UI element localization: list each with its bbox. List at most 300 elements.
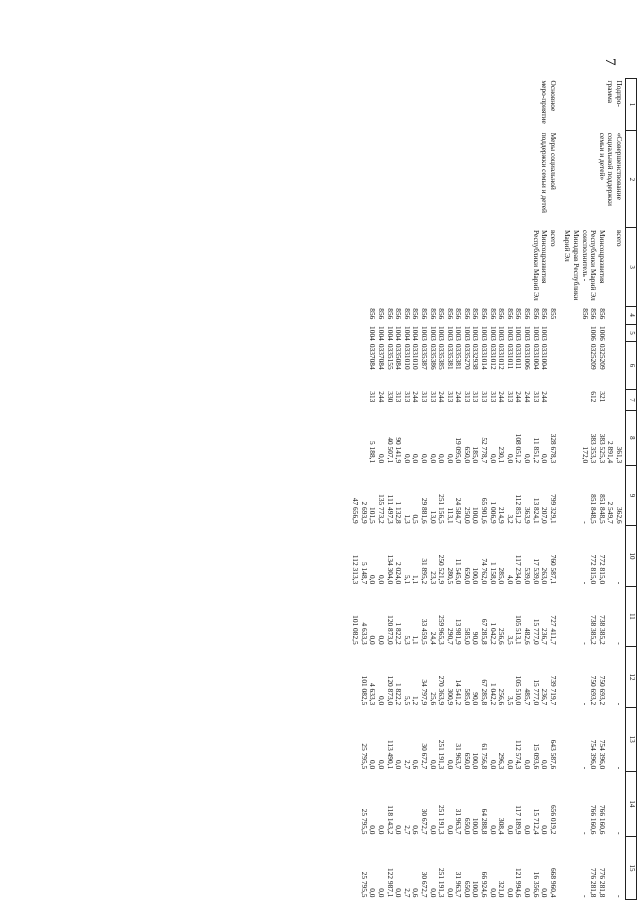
amount-cell: 214,9 [497,507,507,524]
amount-cell: 263,0 [540,567,550,585]
amount-cell: 13,0 [428,510,438,524]
amount-cell: 122 987,1 [385,867,395,898]
amount-cell: 1 042,2 [488,683,498,706]
grbs-code: 856 [471,308,481,320]
grbs-code: 856 [454,308,464,320]
amount-cell: 296,3 [497,752,507,770]
amount-cell: 270 363,9 [437,675,447,706]
amount-cell: 108 051,2 [514,433,524,464]
amount-cell: 0,0 [523,760,533,770]
amount-cell: 74 762,0 [480,558,490,585]
event-col8 [351,411,559,466]
grbs-code: 856 [480,308,490,320]
rz-code: 1004 [402,326,412,341]
amount-cell: 19 095,0 [454,437,464,464]
vr-code: 244 [514,391,524,403]
vr-code: 244 [437,391,447,403]
amount-cell: 0,0 [376,825,386,835]
amount-cell: 3,5 [505,695,515,706]
event-csr [351,342,559,389]
amount-cell: 656 019,2 [548,804,558,835]
amount-cell: 0,0 [505,825,515,835]
amount-cell: 300,9 [445,688,455,706]
program-col13 [563,707,626,771]
amount-cell: 0,0 [437,453,447,464]
amount-cell: 65 901,6 [480,497,490,524]
grbs-code: 856 [580,308,590,320]
grbs-code [614,308,623,322]
amount-cell: 750 693,2 [589,675,599,706]
amount-cell: 111 497,3 [385,494,395,524]
amount-cell: 5 188,1 [368,441,378,464]
event-col11 [351,586,559,647]
amount-cell: - [615,581,624,585]
csr-code: 0331012 [488,343,498,370]
header-cell-14: 14 [626,771,637,836]
grbs-code: 856 [462,308,472,320]
amount-cell: 90,0 [471,692,481,706]
csr-code: 0335084 [394,343,404,370]
csr-code: 0337084 [376,343,386,370]
rz-code [606,326,615,340]
rz-code: 1003 [454,326,464,341]
amount-cell: 754 396,0 [589,739,599,770]
vr-code: 321 [597,391,607,403]
event-col9 [351,465,559,526]
vr-code: 244 [376,391,386,403]
amount-cell: 766 160,6 [597,804,607,835]
program-executor-name: соисполнитель - Минздрав Республики Марий Эл [563,229,590,301]
vr-code: 313 [471,391,481,403]
amount-cell: - [580,832,590,835]
amount-cell: 363,9 [523,507,533,524]
amount-cell: 2 024,0 [394,562,404,585]
event-col14 [351,771,559,836]
rz-code: 1003 [462,326,472,341]
vr-code: 313 [480,391,490,403]
amount-cell: 485,7 [523,688,533,706]
amount-cell: 539,0 [523,567,533,585]
amount-cell: 34 797,9 [419,679,429,706]
amount-cell: 13 824,1 [531,497,541,524]
vr-code [580,391,589,408]
amount-cell: 5,1 [402,574,412,585]
rz-code: 1004 [385,326,395,341]
amount-cell: 0,0 [402,453,412,464]
program-executor-name: Минсоцразвития Республики Марий Эл [589,229,607,301]
vr-code: 313 [505,391,515,403]
amount-cell: 251 191,3 [437,739,447,770]
amount-cell: 776 281,8 [589,867,599,898]
grbs-code: 856 [597,308,607,320]
grbs-code: 856 [497,308,507,320]
amount-cell: 2,7 [402,760,412,770]
csr-code: 0331006 [523,343,533,370]
program-col8 [563,411,626,466]
amount-cell: - [580,702,590,706]
amount-cell: 0,0 [505,760,515,770]
amount-cell: 285,0 [497,567,507,585]
amount-cell: 24,4 [428,631,438,645]
amount-cell: 321,0 [497,880,507,898]
amount-cell: 230,1 [497,446,507,464]
event-executor-name: Минсоцразвития Республики Марий Эл [531,229,550,301]
amount-cell: - [615,895,624,898]
vr-code: 244 [523,391,533,403]
amount-cell: 25 795,5 [359,871,369,898]
amount-cell [606,773,615,834]
amount-cell: - [615,766,624,770]
csr-code [614,344,623,387]
amount-cell: 134 304,0 [385,554,395,585]
grbs-code: 856 [514,308,524,320]
amount-cell: 0,0 [488,825,498,835]
amount-cell: 172,0 [580,446,590,464]
grbs-code: 856 [540,308,550,320]
amount-cell: 739 719,7 [548,675,558,706]
vr-code: 612 [589,391,599,403]
amount-cell: 754 396,0 [597,739,607,770]
grbs-code: 855 [548,308,558,320]
event-col10 [351,526,559,587]
amount-cell: - [615,642,624,645]
header-cell-2: 2 [626,131,637,228]
amount-cell: 90 141,9 [394,437,404,464]
vr-code: 313 [488,391,498,403]
amount-cell: 0,0 [428,888,438,898]
amount-cell: 585,0 [462,628,472,645]
grbs-code: 856 [488,308,498,320]
amount-cell: 0,0 [376,574,386,585]
csr-code: 0325209 [589,343,599,370]
amount-cell: 308,4 [497,817,507,835]
amount-cell: 650,0 [462,752,472,770]
amount-cell: 112 313,3 [351,554,361,585]
amount-cell: 1 132,8 [394,501,404,524]
amount-cell: 383 353,3 [589,433,599,464]
amount-cell: 15 712,4 [531,808,541,835]
amount-cell [606,839,615,898]
amount-cell: - [580,581,590,585]
program-executors [563,228,626,306]
program-rz [563,324,626,342]
program-grbs [563,306,626,324]
amount-cell: 0,0 [540,888,550,898]
grbs-code: 856 [589,308,599,320]
amount-cell: 11 545,0 [454,558,464,585]
program-col15 [563,837,626,900]
program-label: Подпро-грамма [606,80,624,107]
amount-cell: 0,0 [540,825,550,835]
vr-code [548,391,557,408]
event-executor-name: всего [548,229,558,247]
amount-cell: 0,5 [411,514,421,524]
amount-cell: 1,1 [411,574,421,585]
grbs-code: 856 [402,308,412,320]
amount-cell: 0,0 [540,760,550,770]
header-cell-4: 4 [626,306,637,324]
vr-code [606,391,615,408]
grbs-code: 856 [368,308,378,320]
amount-cell: 23,3 [428,571,438,585]
program-row [563,79,626,900]
vr-code: 244 [454,391,464,403]
amount-cell: 727 411,7 [548,615,558,645]
amount-cell: 31 963,7 [454,808,464,835]
amount-cell: 772 815,0 [589,554,599,585]
amount-cell: 52 778,7 [480,437,490,464]
amount-cell: 2 549,7 [606,501,616,524]
amount-cell: 650,0 [462,817,472,835]
amount-cell [606,528,615,585]
rz-code: 1003 [471,326,481,341]
amount-cell: 101 082,5 [351,615,361,645]
amount-cell: 0,0 [523,825,533,835]
amount-cell: 118 143,2 [385,805,395,835]
amount-cell: 117 234,0 [514,554,524,585]
vr-code: 313 [402,391,412,403]
rz-code: 1003 [437,326,447,341]
amount-cell: 851 848,5 [589,494,599,524]
program-csr [563,342,626,389]
rz-code [548,326,557,340]
program-col10 [563,526,626,587]
amount-cell: 0,0 [394,825,404,835]
amount-cell: 25 795,5 [359,743,369,770]
amount-cell [606,709,615,769]
vr-code: 313 [419,391,429,403]
amount-cell: 3,2 [505,514,515,524]
amount-cell: - [580,642,590,645]
header-cell-13: 13 [626,707,637,771]
grbs-code: 856 [419,308,429,320]
rz-code: 1003 [419,326,429,341]
csr-code: 0331010 [411,343,421,370]
rz-code: 1004 [368,326,378,341]
amount-cell: 482,6 [523,628,533,645]
program-col14 [563,771,626,836]
amount-cell: 15 093,6 [531,743,541,770]
grbs-code: 856 [523,308,533,320]
amount-cell: 2,7 [402,888,412,898]
amount-cell: - [580,766,590,770]
amount-cell: 117 189,9 [514,805,524,835]
amount-cell: 290,7 [445,628,455,645]
rz-code: 1006 [589,326,599,341]
amount-cell: 251 191,3 [437,867,447,898]
amount-cell: 650,0 [462,567,472,585]
amount-cell: 100,0 [471,880,481,898]
amount-cell: 585,0 [462,688,472,706]
csr-code: 0325209 [597,343,607,370]
amount-cell: 0,0 [523,453,533,464]
grbs-code: 856 [385,308,395,320]
amount-cell: 113,1 [445,507,455,524]
csr-code: 0337084 [368,343,378,370]
amount-cell: 29 881,6 [419,497,429,524]
amount-cell: 105 510,0 [514,675,524,706]
rz-code: 1006 [597,326,607,341]
vr-code: 244 [497,391,507,403]
amount-cell: 256,6 [497,628,507,645]
csr-code: 0331004 [531,343,541,370]
amount-cell: 0,0 [488,453,498,464]
amount-cell: 16 356,6 [531,871,541,898]
amount-cell: 61 756,8 [480,743,490,770]
grbs-code: 856 [376,308,386,320]
amount-cell [606,588,615,645]
csr-code: 0331014 [480,343,490,370]
amount-cell: 738 385,2 [589,615,599,645]
amount-cell: 383 525,3 [597,433,607,464]
program-col9 [563,465,626,526]
amount-cell: 64 288,8 [480,808,490,835]
header-cell-5: 5 [626,324,637,342]
csr-code [606,344,615,387]
header-cell-9: 9 [626,465,637,526]
header-cell-15: 15 [626,837,637,900]
vr-code: 244 [540,391,550,403]
amount-cell: 14 541,2 [454,679,464,706]
header-cell-1: 1 [626,79,637,131]
amount-cell: 0,0 [505,453,515,464]
amount-cell: 1 158,0 [488,562,498,585]
amount-cell: 0,0 [394,888,404,898]
csr-code [580,344,589,387]
amount-cell: 31 895,2 [419,558,429,585]
amount-cell: 101,5 [368,507,378,524]
amount-cell: 361,3 [615,446,624,464]
rotated-table-container [105,78,637,900]
grbs-code [606,308,615,322]
rz-code: 1003 [531,326,541,341]
amount-cell: 251 191,3 [437,804,447,835]
grbs-code: 856 [437,308,447,320]
csr-code: 0335381 [445,343,455,370]
csr-code [548,344,557,387]
program-vr [563,389,626,410]
amount-cell: 0,0 [445,825,455,835]
grbs-code: 856 [531,308,541,320]
amount-cell: 120 873,0 [385,675,395,706]
amount-cell: 30 672,7 [419,808,429,835]
amount-cell: - [615,702,624,706]
csr-code: 0335387 [419,343,429,370]
csr-code: 0331012 [497,343,507,370]
amount-cell: 0,0 [376,760,386,770]
amount-cell: 750 693,2 [597,675,607,706]
csr-code: 0332938 [471,343,481,370]
amount-cell: 760 587,1 [548,554,558,585]
csr-code: 0331004 [540,343,550,370]
amount-cell: 100,0 [471,817,481,835]
vr-code [614,391,623,408]
amount-cell: 1 006,9 [488,501,498,524]
amount-cell: 2 693,9 [359,501,369,524]
amount-cell: 100,0 [471,752,481,770]
program-col11 [563,586,626,647]
amount-cell: 0,0 [428,760,438,770]
amount-cell: 1 042,2 [488,622,498,645]
amount-cell: 112 574,3 [514,739,524,770]
amount-cell: 0,0 [376,888,386,898]
vr-code: 313 [531,391,541,403]
amount-cell: 0,0 [488,888,498,898]
event-rz [351,324,559,342]
rz-code: 1003 [488,326,498,341]
amount-cell: 4 633,3 [359,622,369,645]
amount-cell: 643 587,6 [548,739,558,770]
amount-cell [606,649,615,706]
amount-cell: 0,0 [368,825,378,835]
amount-cell: 259 965,3 [437,615,447,645]
amount-cell: 0,0 [411,453,421,464]
amount-cell: 31 963,7 [454,743,464,770]
amount-cell: 67 285,8 [480,679,490,706]
amount-cell: 799 329,1 [548,494,558,524]
csr-code: 0335155 [385,343,395,370]
amount-cell: 0,0 [368,574,378,585]
amount-cell: 4 633,3 [368,683,378,706]
grbs-code: 856 [445,308,455,320]
amount-cell: 4,0 [505,574,515,585]
amount-cell: 40 507,1 [385,437,395,464]
amount-cell: - [580,895,590,898]
amount-cell: 100,0 [471,507,481,524]
csr-code: 0331011 [505,343,515,370]
grbs-code: 856 [505,308,515,320]
program-executor-name: всего [615,229,624,247]
event-grbs [351,306,559,324]
rz-code: 1004 [411,326,421,341]
amount-cell: 0,0 [488,760,498,770]
vr-code: 313 [368,391,378,403]
amount-cell: 0,0 [419,453,429,464]
amount-cell: 0,0 [540,453,550,464]
amount-cell: 100,0 [471,567,481,585]
amount-cell: 0,0 [445,453,455,464]
event-name: Меры социальной поддержки семьи и детей [540,132,558,213]
amount-cell: 33 459,5 [419,618,429,645]
event-col12 [351,647,559,708]
amount-cell: 11 851,2 [531,437,541,464]
amount-cell: 31 963,7 [454,871,464,898]
rz-code: 1003 [514,326,524,341]
amount-cell: 30 672,7 [419,743,429,770]
amount-cell: 236,7 [540,688,550,706]
amount-cell: 776 281,8 [597,867,607,898]
amount-cell: 1,1 [411,635,421,645]
rz-code: 1004 [376,326,386,341]
rz-code: 1003 [540,326,550,341]
amount-cell: 25 795,5 [359,808,369,835]
grbs-code: 856 [428,308,438,320]
amount-cell: 256,6 [497,688,507,706]
amount-cell: - [615,832,624,835]
csr-code: 0335381 [454,343,464,370]
amount-cell: 0,0 [394,760,404,770]
header-cell-8: 8 [626,411,637,466]
amount-cell: 30 672,7 [419,871,429,898]
amount-cell: 5 148,7 [359,562,369,585]
amount-cell: 13 981,9 [454,618,464,645]
amount-cell: 5,5 [402,695,412,706]
grbs-code: 856 [411,308,421,320]
rz-code: 1003 [480,326,490,341]
amount-cell: 120 873,0 [385,615,395,645]
event-executors [351,228,559,306]
rz-code: 1003 [505,326,515,341]
